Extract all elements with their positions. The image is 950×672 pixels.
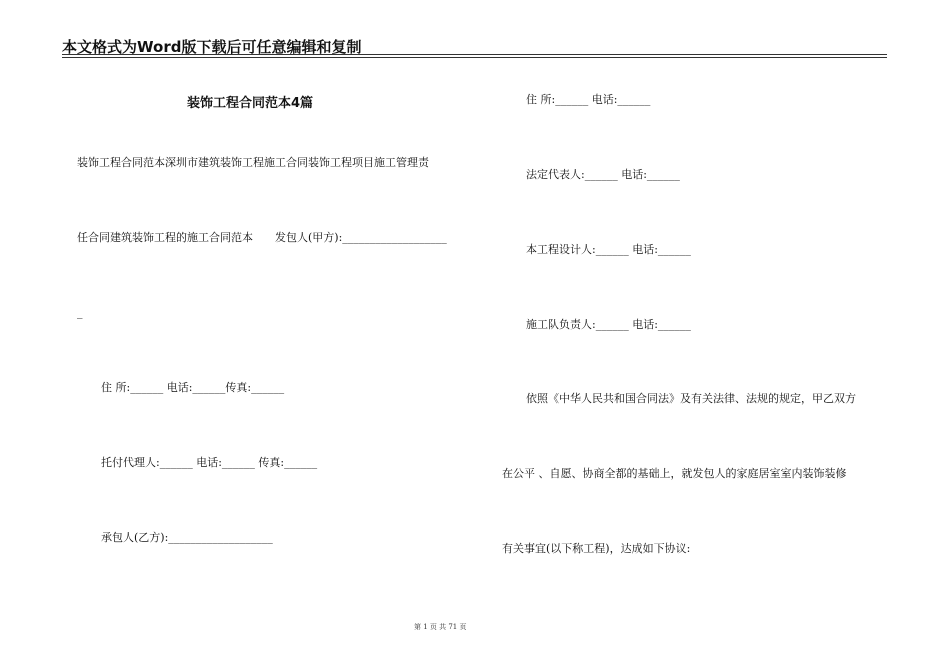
- left-paragraph-line-2: 任合同建筑装饰工程的施工合同范本 发包人(甲方):___________________: [77, 231, 447, 244]
- left-paragraph-line-5: 托付代理人:______ 电话:______ 传真:______: [101, 456, 318, 469]
- right-paragraph-line-2: 法定代表人:______ 电话:______: [526, 168, 680, 181]
- page-number-footer: 第 1 页 共 71 页: [414, 623, 467, 631]
- document-title: 装饰工程合同范本4篇: [187, 96, 314, 111]
- right-paragraph-line-1: 住 所:______ 电话:______: [526, 93, 651, 106]
- header-rule-bottom: [62, 57, 887, 58]
- header-rule-top: [62, 54, 887, 55]
- right-paragraph-line-6: 在公平 、自愿、协商全都的基础上，就发包人的家庭居室室内装饰装修: [502, 467, 847, 480]
- left-paragraph-line-4: 住 所:______ 电话:______传真:______: [101, 381, 285, 394]
- left-paragraph-line-6: 承包人(乙方):___________________: [101, 531, 273, 544]
- right-paragraph-line-3: 本工程设计人:______ 电话:______: [526, 243, 691, 256]
- document-header-banner: 本文格式为Word版下载后可任意编辑和复制: [62, 38, 362, 56]
- right-paragraph-line-4: 施工队负责人:______ 电话:______: [526, 318, 691, 331]
- right-paragraph-line-5: 依照《中华人民共和国合同法》及有关法律、法规的规定，甲乙双方: [526, 392, 856, 405]
- left-paragraph-line-1: 装饰工程合同范本深圳市建筑装饰工程施工合同装饰工程项目施工管理责: [77, 156, 429, 169]
- right-paragraph-line-7: 有关事宜(以下称工程)，达成如下协议:: [502, 542, 691, 555]
- left-paragraph-line-3: _: [77, 306, 83, 319]
